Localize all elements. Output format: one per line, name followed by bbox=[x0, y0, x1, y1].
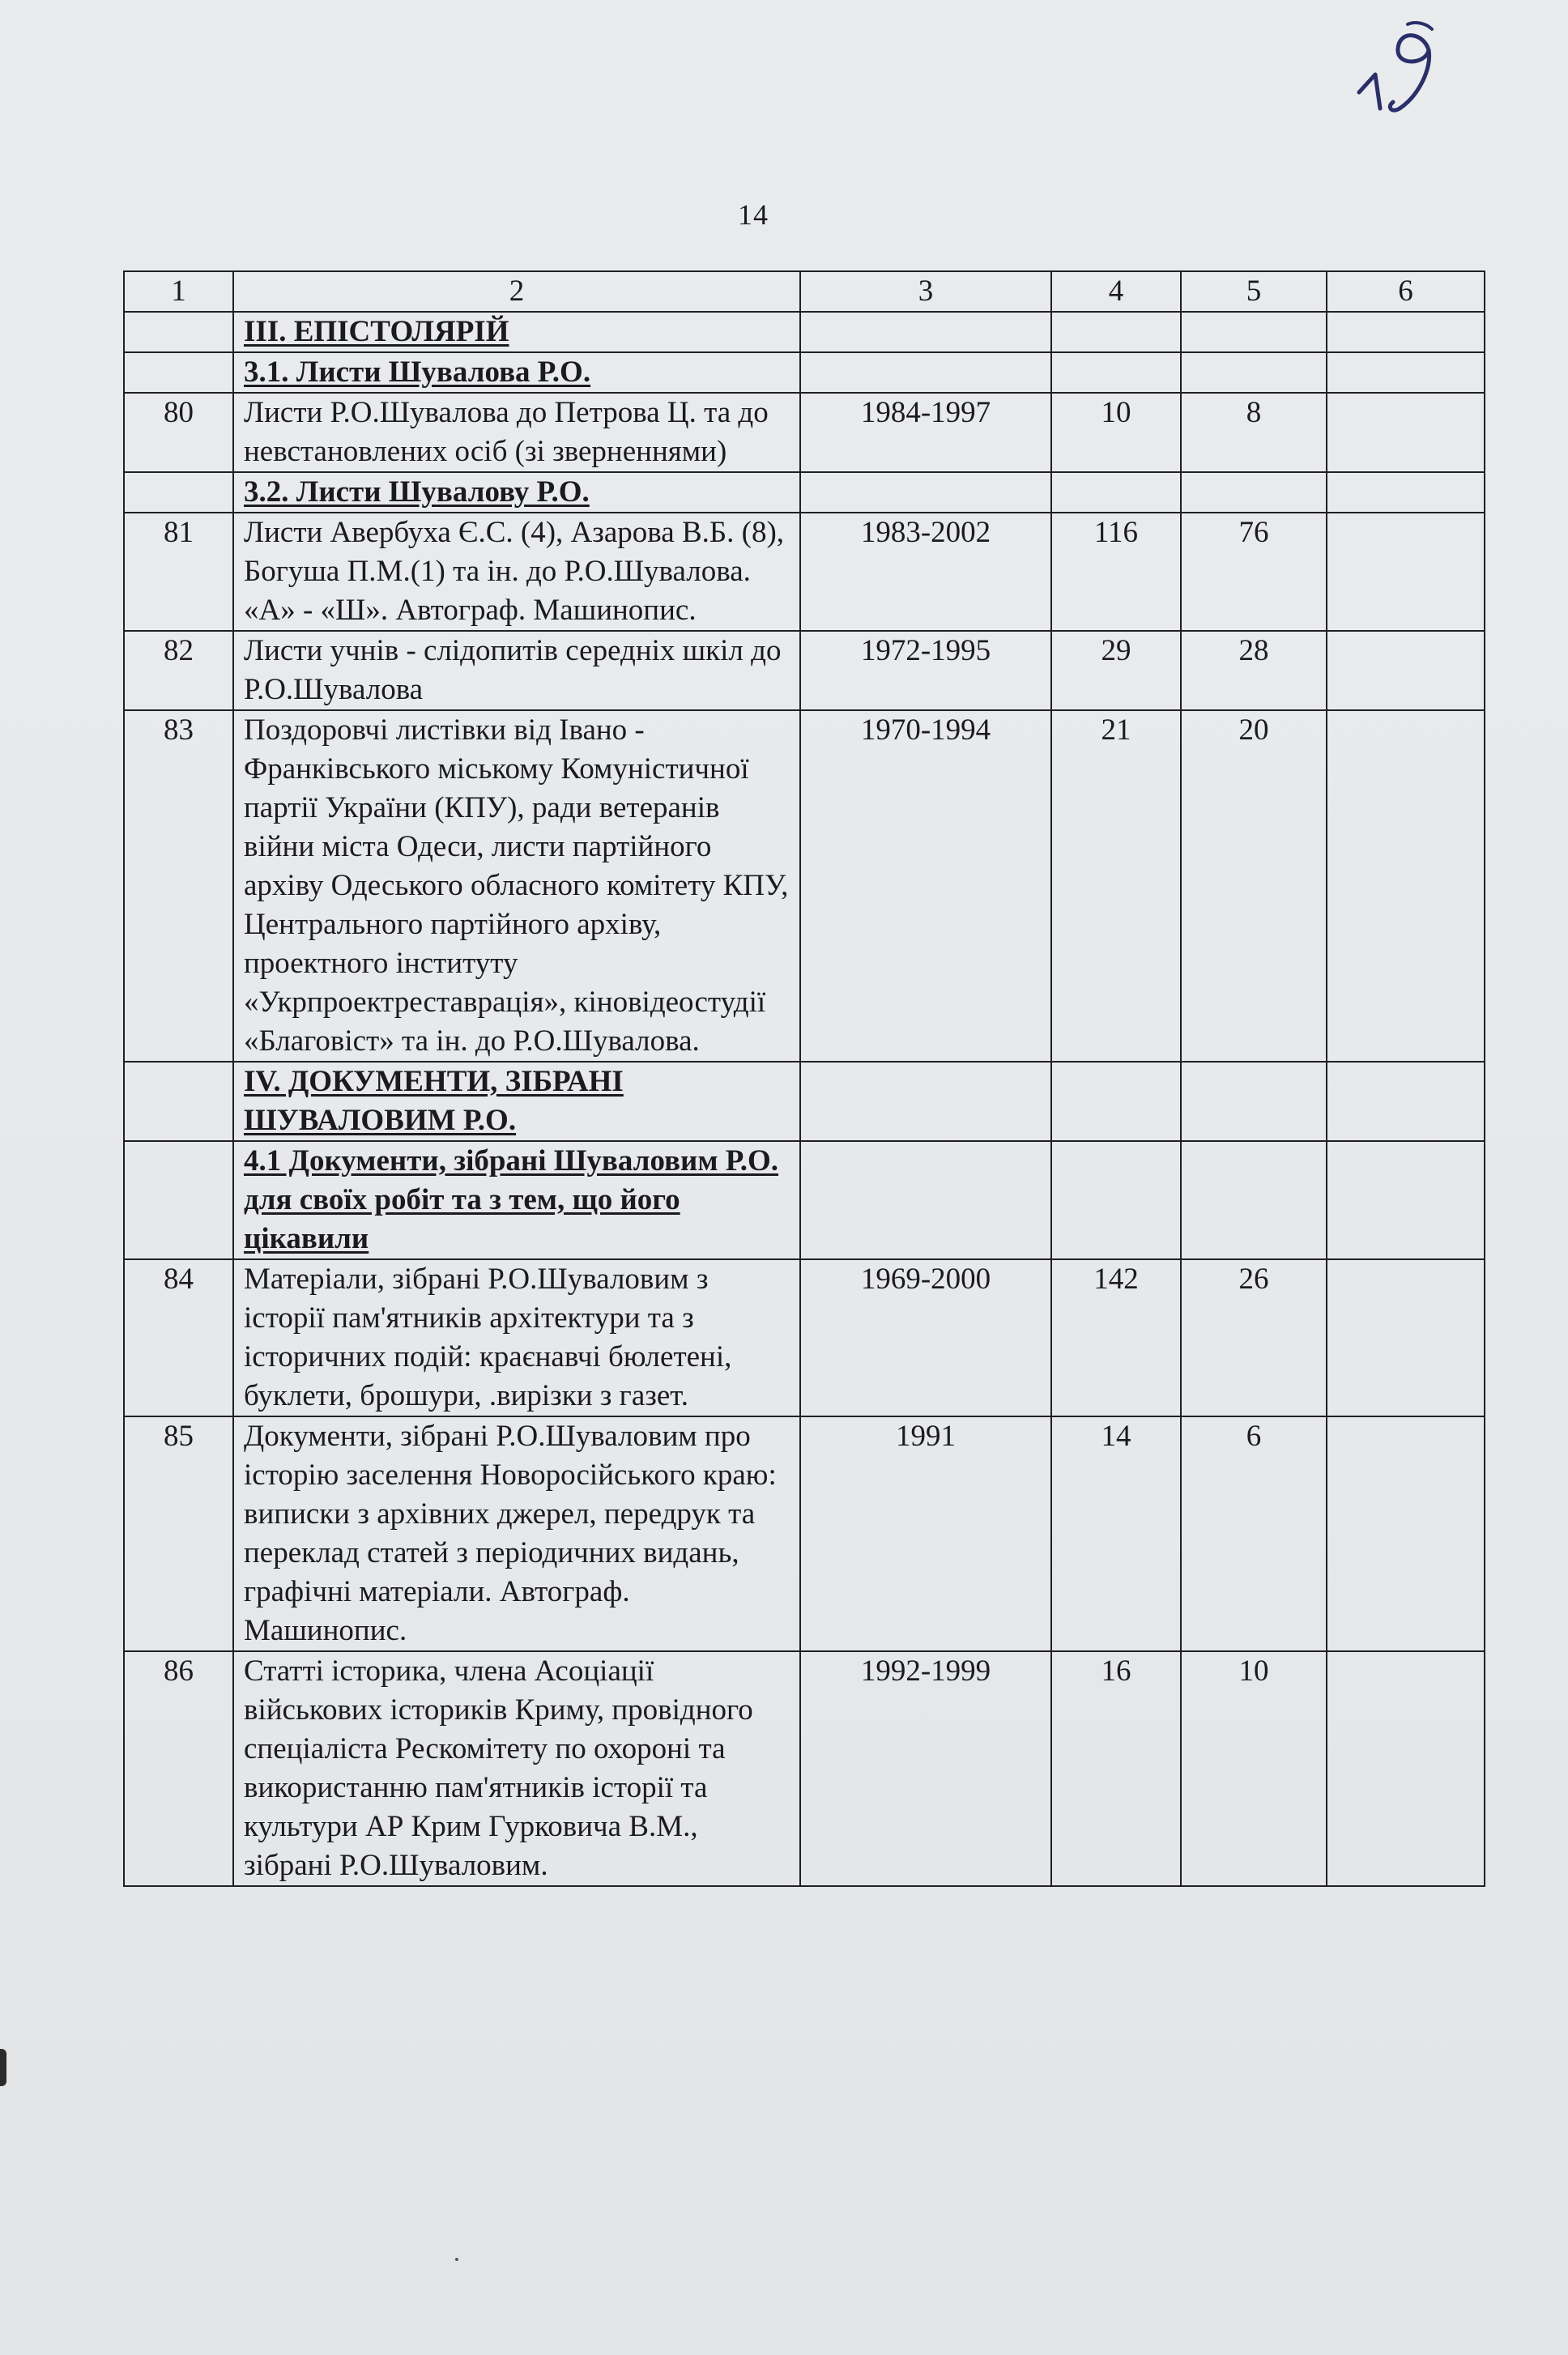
cell-years: 1992-1999 bbox=[800, 1651, 1051, 1886]
section-heading: 3.2. Листи Шувалову Р.О. bbox=[233, 472, 800, 513]
cell-title: Матеріали, зібрані Р.О.Шуваловим з історії пам'ятників архітектури та з історичних подій: краєнавчі бюлетені, буклети, брошури, .вирізки з газет. bbox=[233, 1259, 800, 1416]
cell-num bbox=[124, 1062, 233, 1141]
cell-years bbox=[800, 312, 1051, 352]
table-row bbox=[124, 513, 1485, 631]
cell-years bbox=[800, 1141, 1051, 1259]
cell-num bbox=[124, 352, 233, 393]
section-heading: 4.1 Документи, зібрані Шуваловим Р.О. для своїх робіт та з тем, що його цікавили bbox=[233, 1141, 800, 1259]
table-row bbox=[124, 1651, 1485, 1886]
cell-col4 bbox=[1051, 472, 1181, 513]
cell-col4: 21 bbox=[1051, 710, 1181, 1062]
header-cell-5: 5 bbox=[1181, 271, 1327, 312]
table-row bbox=[124, 631, 1485, 710]
section-row bbox=[124, 352, 1485, 393]
table-row bbox=[124, 710, 1485, 1062]
cell-years: 1991 bbox=[800, 1416, 1051, 1651]
cell-years: 1984-1997 bbox=[800, 393, 1051, 472]
cell-col4: 116 bbox=[1051, 513, 1181, 631]
cell-col4: 16 bbox=[1051, 1651, 1181, 1886]
cell-title: Документи, зібрані Р.О.Шуваловим про історію заселення Новоросійського краю: виписки з архівних джерел, передрук та переклад статей з періодичних видань, графічні матеріали. Автограф. Машинопис. bbox=[233, 1416, 800, 1651]
cell-num: 84 bbox=[124, 1259, 233, 1416]
page-number: 14 bbox=[738, 198, 769, 231]
cell-col5 bbox=[1181, 312, 1327, 352]
cell-col5: 20 bbox=[1181, 710, 1327, 1062]
cell-col6 bbox=[1327, 1651, 1485, 1886]
cell-num: 86 bbox=[124, 1651, 233, 1886]
cell-num: 80 bbox=[124, 393, 233, 472]
table-row bbox=[124, 393, 1485, 472]
section-row bbox=[124, 472, 1485, 513]
cell-title: Листи Авербуха Є.С. (4), Азарова В.Б. (8), Богуша П.М.(1) та ін. до Р.О.Шувалова. «А» - «Ш». Автограф. Машинопис. bbox=[233, 513, 800, 631]
cell-col6 bbox=[1327, 352, 1485, 393]
section-heading: ІІІ. ЕПІСТОЛЯРІЙ bbox=[233, 312, 800, 352]
cell-col5: 26 bbox=[1181, 1259, 1327, 1416]
cell-col6 bbox=[1327, 1416, 1485, 1651]
section-row bbox=[124, 1141, 1485, 1259]
header-cell-6: 6 bbox=[1327, 271, 1485, 312]
cell-col5 bbox=[1181, 1062, 1327, 1141]
binding-hole-mark bbox=[0, 2049, 6, 2086]
speck-mark bbox=[455, 2258, 458, 2261]
cell-num: 83 bbox=[124, 710, 233, 1062]
cell-col4 bbox=[1051, 312, 1181, 352]
section-heading: IV. ДОКУМЕНТИ, ЗІБРАНІ ШУВАЛОВИМ Р.О. bbox=[233, 1062, 800, 1141]
cell-years bbox=[800, 352, 1051, 393]
table-header-row bbox=[124, 271, 1485, 312]
cell-years: 1972-1995 bbox=[800, 631, 1051, 710]
cell-title: Поздоровчі листівки від Івано - Франківського міському Комуністичної партії України (КПУ), ради ветеранів війни міста Одеси, листи партійного архіву Одеського обласного комітету КПУ, Центрального партійного архіву, проектного інституту «Укрпроектреставрація», кіновідеостудії «Благовіст» та ін. до Р.О.Шувалова. bbox=[233, 710, 800, 1062]
cell-col6 bbox=[1327, 710, 1485, 1062]
cell-num: 85 bbox=[124, 1416, 233, 1651]
cell-col5: 76 bbox=[1181, 513, 1327, 631]
table-row bbox=[124, 1259, 1485, 1416]
cell-col5: 10 bbox=[1181, 1651, 1327, 1886]
cell-col6 bbox=[1327, 1259, 1485, 1416]
cell-col4 bbox=[1051, 352, 1181, 393]
cell-col6 bbox=[1327, 513, 1485, 631]
cell-title: Листи Р.О.Шувалова до Петрова Ц. та до невстановлених осіб (зі зверненнями) bbox=[233, 393, 800, 472]
cell-col4: 14 bbox=[1051, 1416, 1181, 1651]
cell-num: 82 bbox=[124, 631, 233, 710]
cell-col5 bbox=[1181, 472, 1327, 513]
cell-num bbox=[124, 312, 233, 352]
header-cell-2: 2 bbox=[233, 271, 800, 312]
cell-col6 bbox=[1327, 312, 1485, 352]
cell-num bbox=[124, 472, 233, 513]
handwritten-folio-number bbox=[1351, 18, 1448, 123]
cell-years: 1983-2002 bbox=[800, 513, 1051, 631]
cell-col5 bbox=[1181, 352, 1327, 393]
section-heading: 3.1. Листи Шувалова Р.О. bbox=[233, 352, 800, 393]
header-cell-3: 3 bbox=[800, 271, 1051, 312]
section-row bbox=[124, 1062, 1485, 1141]
cell-years bbox=[800, 1062, 1051, 1141]
cell-col6 bbox=[1327, 1141, 1485, 1259]
cell-title: Статті історика, члена Асоціації військових істориків Криму, провідного спеціаліста Рескомітету по охороні та використанню пам'ятників історії та культури АР Крим Гурковича В.М., зібрані Р.О.Шуваловим. bbox=[233, 1651, 800, 1886]
cell-col4 bbox=[1051, 1141, 1181, 1259]
cell-col6 bbox=[1327, 472, 1485, 513]
cell-col5: 6 bbox=[1181, 1416, 1327, 1651]
cell-col4: 29 bbox=[1051, 631, 1181, 710]
cell-col4: 10 bbox=[1051, 393, 1181, 472]
cell-years bbox=[800, 472, 1051, 513]
cell-col4: 142 bbox=[1051, 1259, 1181, 1416]
cell-col5: 28 bbox=[1181, 631, 1327, 710]
cell-num bbox=[124, 1141, 233, 1259]
header-cell-4: 4 bbox=[1051, 271, 1181, 312]
table-row bbox=[124, 1416, 1485, 1651]
cell-title: Листи учнів - слідопитів середніх шкіл до Р.О.Шувалова bbox=[233, 631, 800, 710]
inventory-table bbox=[123, 270, 1485, 1887]
cell-num: 81 bbox=[124, 513, 233, 631]
section-row bbox=[124, 312, 1485, 352]
cell-col6 bbox=[1327, 1062, 1485, 1141]
header-cell-1: 1 bbox=[124, 271, 233, 312]
cell-years: 1969-2000 bbox=[800, 1259, 1051, 1416]
cell-col5: 8 bbox=[1181, 393, 1327, 472]
cell-col6 bbox=[1327, 631, 1485, 710]
cell-col6 bbox=[1327, 393, 1485, 472]
cell-years: 1970-1994 bbox=[800, 710, 1051, 1062]
cell-col5 bbox=[1181, 1141, 1327, 1259]
cell-col4 bbox=[1051, 1062, 1181, 1141]
